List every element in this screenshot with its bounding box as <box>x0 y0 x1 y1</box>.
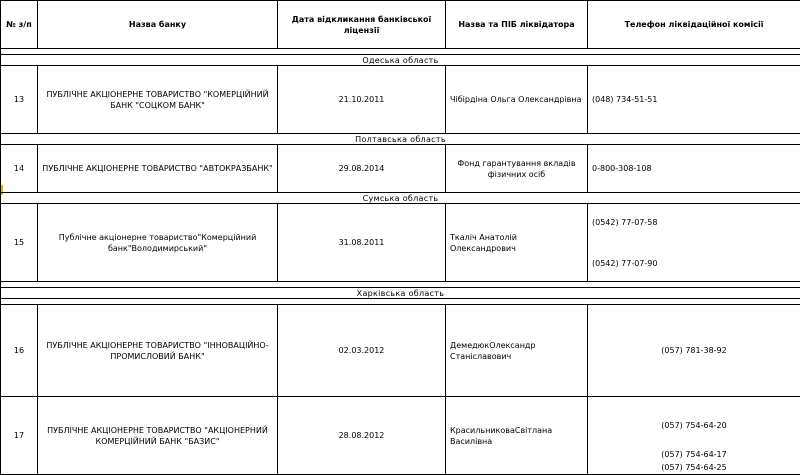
row-bank-name: Публічне акціонерне товариство"Комерційний банк"Володимирський" <box>38 204 278 282</box>
header-license-date: Дата відкликання банківської ліцензії <box>278 1 446 49</box>
region-label: Полтавська область <box>1 134 800 145</box>
table-row <box>1 305 800 397</box>
header-phone: Телефон ліквідаційної комісії <box>588 1 800 49</box>
phone-spacer <box>592 228 796 258</box>
row-bank-name: ПУБЛІЧНЕ АКЦІОНЕРНЕ ТОВАРИСТВО "АКЦІОНЕРНИЙ КОМЕРЦІЙНИЙ БАНК "БАЗИС" <box>38 397 278 475</box>
row-liquidator: КрасильниковаСвітлана Василівна <box>446 397 588 475</box>
row-liquidator: Ткаліч Анатолій Олександрович <box>446 204 588 282</box>
row-number: 16 <box>1 305 38 397</box>
row-number: 17 <box>1 397 38 475</box>
region-row-sumy <box>1 193 800 204</box>
row-phone: (057) 754-64-20 <box>592 420 796 431</box>
row-number: 15 <box>1 204 38 282</box>
row-license-date: 28.08.2012 <box>278 397 446 475</box>
row-number: 13 <box>1 66 38 134</box>
table-row <box>1 145 800 193</box>
row-phone: 0-800-308-108 <box>588 145 800 193</box>
phone-spacer <box>592 431 796 449</box>
row-phone: (0542) 77-07-58 <box>592 217 796 228</box>
region-row-odesa <box>1 55 800 66</box>
table-row <box>1 397 800 475</box>
row-phone-cell <box>588 204 800 282</box>
row-license-date: 02.03.2012 <box>278 305 446 397</box>
region-row-kharkiv <box>1 288 800 299</box>
header-liquidator: Назва та ПІБ ліквідатора <box>446 1 588 49</box>
row-phone: (057) 754-64-25 <box>592 462 796 473</box>
row-phone-cell <box>588 397 800 475</box>
row-license-date: 31.08.2011 <box>278 204 446 282</box>
header-number: № з/п <box>1 1 38 49</box>
row-phone: (0542) 77-07-90 <box>592 258 796 269</box>
region-label: Сумська область <box>1 193 800 204</box>
row-bank-name: ПУБЛІЧНЕ АКЦІОНЕРНЕ ТОВАРИСТВО "АВТОКРАЗБАНК" <box>38 145 278 193</box>
region-row-poltava <box>1 134 800 145</box>
region-label: Харківська область <box>1 288 800 299</box>
header-bank-name: Назва банку <box>38 1 278 49</box>
table-row <box>1 66 800 134</box>
row-bank-name: ПУБЛІЧНЕ АКЦІОНЕРНЕ ТОВАРИСТВО "ІННОВАЦІЙНО-ПРОМИСЛОВИЙ БАНК" <box>38 305 278 397</box>
table-header-row <box>1 1 800 49</box>
region-label: Одеська область <box>1 55 800 66</box>
row-license-date: 29.08.2014 <box>278 145 446 193</box>
row-license-date: 21.10.2011 <box>278 66 446 134</box>
row-number: 14 <box>1 145 38 193</box>
row-liquidator: Фонд гарантування вкладів фізичних осіб <box>446 145 588 193</box>
row-phone: (048) 734-51-51 <box>588 66 800 134</box>
row-phone: (057) 754-64-17 <box>592 449 796 460</box>
row-phone: (057) 781-38-92 <box>588 305 800 397</box>
table-row <box>1 204 800 282</box>
row-liquidator: ДемедюкОлександр Станіславович <box>446 305 588 397</box>
row-liquidator: Чібірдіна Ольга Олександрівна <box>446 66 588 134</box>
row-bank-name: ПУБЛІЧНЕ АКЦІОНЕРНЕ ТОВАРИСТВО "КОМЕРЦІЙНИЙ БАНК "СОЦКОМ БАНК" <box>38 66 278 134</box>
